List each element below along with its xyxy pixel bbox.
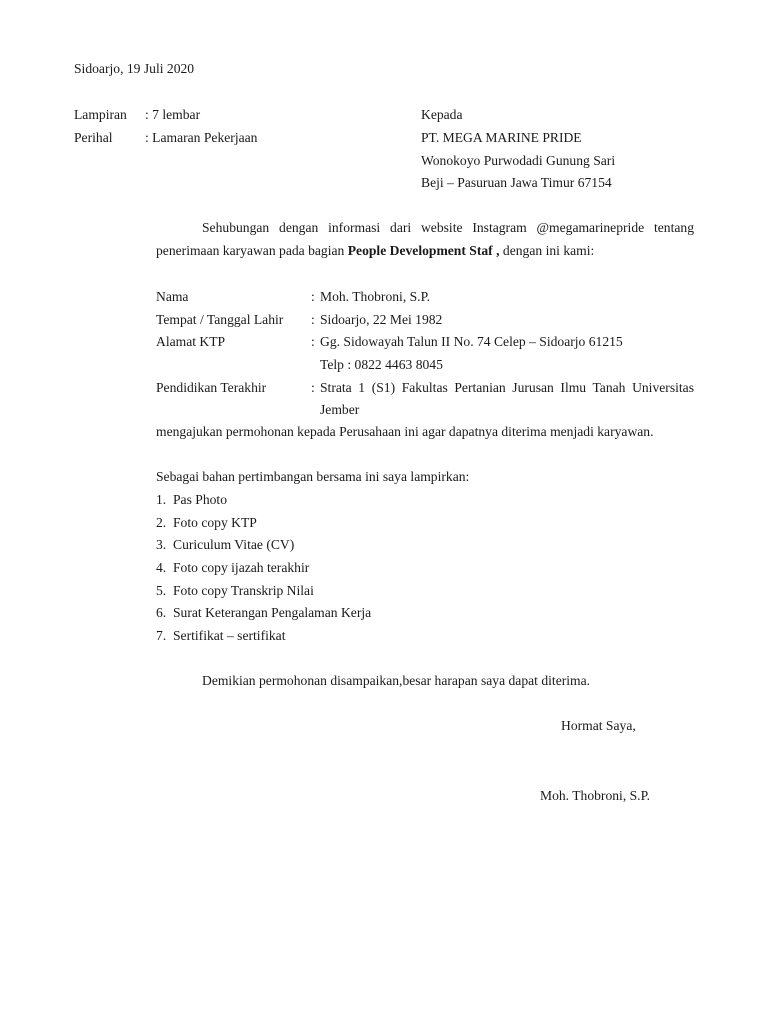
list-number: 3. [156,537,167,553]
identity-row-alamat [156,331,694,354]
lampiran-value: : 7 lembar [145,107,201,122]
intro-text-1: Sehubungan dengan informasi dari website Instagram @megamarinepride tentang penerimaan karyawan pada bagian [156,220,694,258]
identity-value: Telp : 0822 4463 8045 [320,357,443,373]
identity-row-telp [156,354,694,377]
list-text: Foto copy KTP [173,514,257,530]
letter-date: Sidoarjo, 19 Juli 2020 [74,61,195,76]
list-item [156,580,694,603]
list-item [156,602,694,625]
list-text: Curiculum Vitae (CV) [173,537,295,553]
identity-row-nama [156,286,694,309]
lampiran-label: Lampiran [74,107,127,122]
identity-value: Moh. Thobroni, S.P. [320,289,431,304]
list-item [156,489,694,512]
applied-position: People Development Staf , [347,242,500,258]
identity-value: Sidoarjo, 22 Mei 1982 [320,311,443,327]
regards-text: Hormat Saya, [561,718,636,733]
recipient-to: Kepada [421,107,463,122]
request-paragraph: mengajukan permohonan kepada Perusahaan ini agar dapatnya diterima menjadi karyawan. [156,424,654,439]
list-item [156,625,694,648]
list-number: 6. [156,605,167,621]
perihal-value: : Lamaran Pekerjaan [145,130,258,145]
list-item [156,512,694,535]
identity-colon: : [311,289,315,304]
intro-text-2: dengan ini kami: [499,242,595,258]
identity-row-ttl [156,309,694,332]
attachments-intro: Sebagai bahan pertimbangan bersama ini saya lampirkan: [156,469,470,484]
identity-label: Alamat KTP [156,334,226,350]
identity-colon: : [311,379,315,395]
identity-label: Nama [156,289,189,304]
identity-row-pendidikan [156,377,694,422]
list-number: 1. [156,492,167,507]
attachments-list [156,489,694,648]
list-number: 4. [156,560,167,576]
list-text: Surat Keterangan Pengalaman Kerja [173,605,372,621]
recipient-address-line2: Beji – Pasuruan Jawa Timur 67154 [421,175,612,190]
recipient-company: PT. MEGA MARINE PRIDE [421,130,582,145]
identity-colon: : [311,334,315,350]
list-text: Foto copy Transkrip Nilai [173,582,314,598]
list-number: 5. [156,582,167,598]
applicant-identity [156,286,694,422]
identity-value: Gg. Sidowayah Talun II No. 74 Celep – Sidoarjo 61215 [320,334,623,350]
list-item [156,534,694,557]
intro-paragraph [156,217,694,262]
perihal-label: Perihal [74,130,113,145]
list-item [156,557,694,580]
identity-label: Pendidikan Terakhir [156,379,267,395]
list-number: 7. [156,628,167,644]
list-number: 2. [156,514,167,530]
list-text: Sertifikat – sertifikat [173,628,286,644]
identity-colon: : [311,311,315,327]
identity-label: Tempat / Tanggal Lahir [156,311,284,327]
signature-name: Moh. Thobroni, S.P. [540,788,651,803]
recipient-address-line1: Wonokoyo Purwodadi Gunung Sari [421,153,616,168]
list-text: Pas Photo [173,492,228,507]
identity-value: Strata 1 (S1) Fakultas Pertanian Jurusan Ilmu Tanah Universitas Jember [320,379,694,418]
closing-sentence: Demikian permohonan disampaikan,besar harapan saya dapat diterima. [202,673,591,688]
list-text: Foto copy ijazah terakhir [173,560,310,576]
